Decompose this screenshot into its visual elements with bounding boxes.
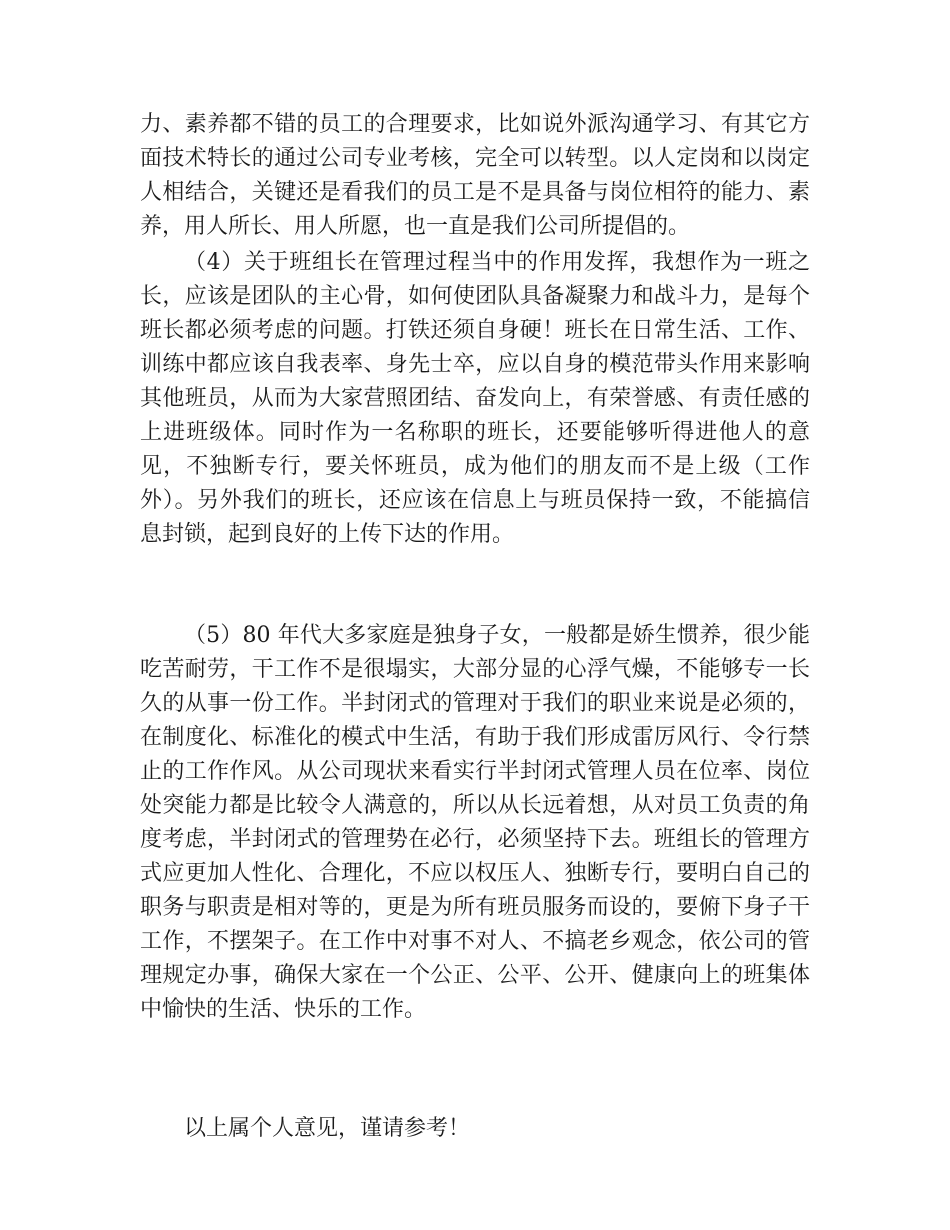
text-line: 长，应该是团队的主心骨，如何使团队具备凝聚力和战斗力，是每个 (140, 284, 810, 309)
text-line: 训练中都应该自我表率、身先士卒，应以自身的模范带头作用来影响 (140, 352, 810, 377)
text-line: 养，用人所长、用人所愿，也一直是我们公司所提倡的。 (140, 214, 691, 239)
text-line: （5）80 年代大多家庭是独身子女，一般都是娇生惯养，很少能 (184, 623, 810, 648)
text-line: 力、素养都不错的员工的合理要求，比如说外派沟通学习、有其它方 (140, 112, 810, 137)
text-line: 在制度化、标准化的模式中生活，有助于我们形成雷厉风行、令行禁 (140, 725, 810, 750)
text-line: 见，不独断专行，要关怀班员，成为他们的朋友而不是上级（工作 (140, 454, 810, 479)
text-line: 中愉快的生活、快乐的工作。 (140, 997, 427, 1022)
text-line: 处突能力都是比较令人满意的，所以从长远着想，从对员工负责的角 (140, 793, 810, 818)
text-line: 外）。另外我们的班长，还应该在信息上与班员保持一致，不能搞信 (140, 488, 810, 513)
text-line: 息封锁，起到良好的上传下达的作用。 (140, 522, 515, 547)
text-line: 理规定办事，确保大家在一个公正、公平、公开、健康向上的班集体 (140, 963, 810, 988)
paragraph-semi-closed-management (140, 619, 810, 1027)
text-line: 面技术特长的通过公司专业考核，完全可以转型。以人定岗和以岗定 (140, 146, 810, 171)
text-line: 久的从事一份工作。半封闭式的管理对于我们的职业来说是必须的， (140, 691, 810, 716)
text-line: 以上属个人意见，谨请参考！ (184, 1116, 471, 1141)
paragraph-closing-remark (140, 1112, 810, 1146)
paragraph-continuation (140, 108, 810, 244)
paragraph-team-leader-role (140, 246, 810, 552)
text-line: （4）关于班组长在管理过程当中的作用发挥，我想作为一班之 (184, 250, 810, 275)
text-line: 其他班员，从而为大家营照团结、奋发向上，有荣誉感、有责任感的 (140, 386, 810, 411)
text-line: 人相结合，关键还是看我们的员工是不是具备与岗位相符的能力、素 (140, 180, 810, 205)
text-line: 度考虑，半封闭式的管理势在必行，必须坚持下去。班组长的管理方 (140, 827, 810, 852)
text-line: 班长都必须考虑的问题。打铁还须自身硬！班长在日常生活、工作、 (140, 318, 810, 343)
text-line: 工作，不摆架子。在工作中对事不对人、不搞老乡观念，依公司的管 (140, 929, 810, 954)
text-line: 上进班级体。同时作为一名称职的班长，还要能够听得进他人的意 (140, 420, 810, 445)
text-line: 式应更加人性化、合理化，不应以权压人、独断专行，要明白自己的 (140, 861, 810, 886)
text-line: 吃苦耐劳，干工作不是很塌实，大部分显的心浮气燥，不能够专一长 (140, 657, 810, 682)
text-line: 止的工作作风。从公司现状来看实行半封闭式管理人员在位率、岗位 (140, 759, 810, 784)
text-line: 职务与职责是相对等的，更是为所有班员服务而设的，要俯下身子干 (140, 895, 810, 920)
